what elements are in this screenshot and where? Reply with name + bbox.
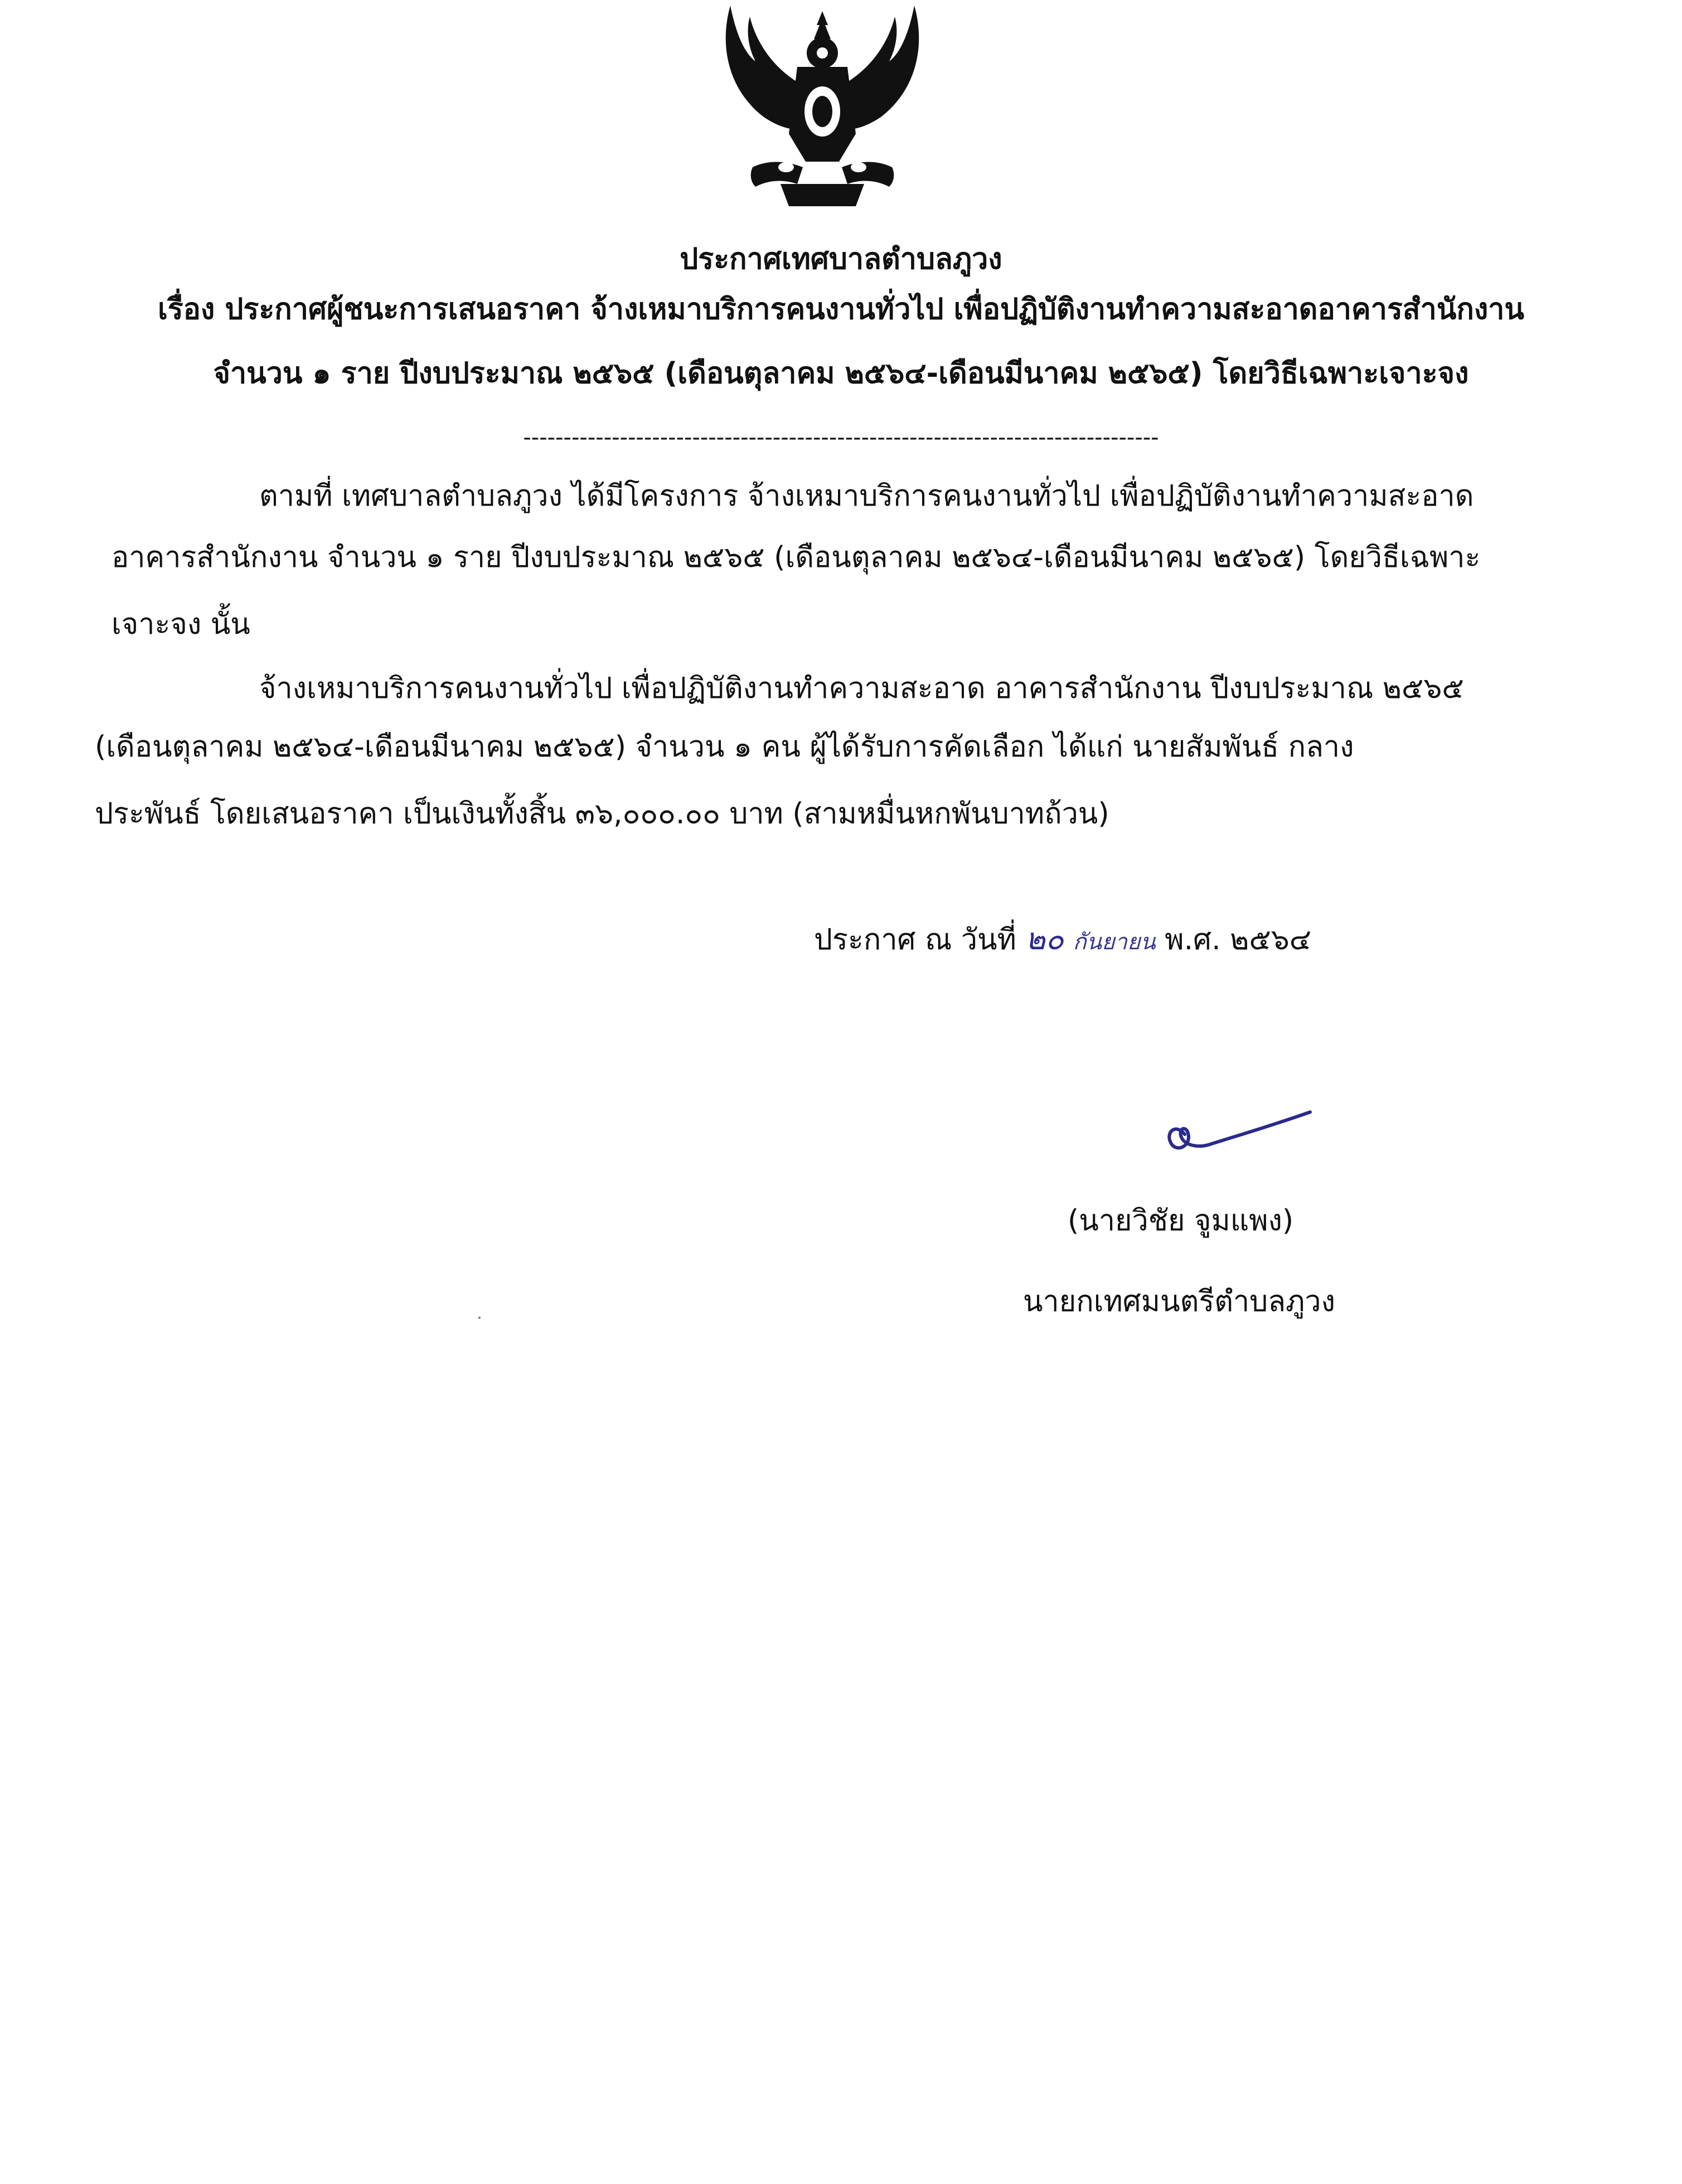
date-prefix: ประกาศ ณ วันที่ [814, 923, 1016, 957]
paragraph1-line1: ตามที่ เทศบาลตำบลภูวง ได้มีโครงการ จ้างเหมาบริการคนงานทั่วไป เพื่อปฏิบัติงานทำความสะอาด [259, 479, 1474, 513]
scan-speck [478, 1317, 481, 1319]
signature-icon [1154, 1101, 1321, 1168]
signatory-position: นายกเทศมนตรีตำบลภูวง [1023, 1285, 1335, 1318]
date-month-handwritten: กันยายน [1073, 929, 1156, 955]
header-divider: ------------------------------------------------------------------------------- [523, 425, 1159, 450]
announcement-title: ประกาศเทศบาลตำบลภูวง [680, 242, 1002, 276]
paragraph2-line3: ประพันธ์ โดยเสนอราคา เป็นเงินทั้งสิ้น ๓๖,๐๐๐.๐๐ บาท (สามหมื่นหกพันบาทถ้วน) [95, 797, 1109, 831]
date-suffix: พ.ศ. ๒๕๖๔ [1165, 923, 1312, 957]
garuda-emblem-icon [697, 0, 948, 209]
paragraph2-line1: จ้างเหมาบริการคนงานทั่วไป เพื่อปฏิบัติงานทำความสะอาด อาคารสำนักงาน ปีงบประมาณ ๒๕๖๕ [259, 672, 1464, 705]
date-day-handwritten: ๒๐ [1025, 921, 1064, 957]
announcement-subject-line1: เรื่อง ประกาศผู้ชนะการเสนอราคา จ้างเหมาบริการคนงานทั่วไป เพื่อปฏิบัติงานทำความสะอาดอาคารสำนักงาน [157, 293, 1525, 326]
paragraph1-line3: เจาะจง นั้น [112, 608, 250, 641]
paragraph1-line2: อาคารสำนักงาน จำนวน ๑ ราย ปีงบประมาณ ๒๕๖๕ (เดือนตุลาคม ๒๕๖๔-เดือนมีนาคม ๒๕๖๕) โดยวิธีเฉพาะ [112, 541, 1481, 574]
paragraph2-line2: (เดือนตุลาคม ๒๕๖๔-เดือนมีนาคม ๒๕๖๕) จำนวน ๑ คน ผู้ได้รับการคัดเลือก ได้แก่ นายสัมพันธ์ กลาง [95, 730, 1354, 764]
announcement-date [814, 920, 1311, 962]
signatory-name: (นายวิชัย จูมแพง) [1068, 1204, 1294, 1237]
announcement-subject-line2: จำนวน ๑ ราย ปีงบประมาณ ๒๕๖๕ (เดือนตุลาคม ๒๕๖๔-เดือนมีนาคม ๒๕๖๕) โดยวิธีเฉพาะเจาะจง [213, 357, 1469, 390]
